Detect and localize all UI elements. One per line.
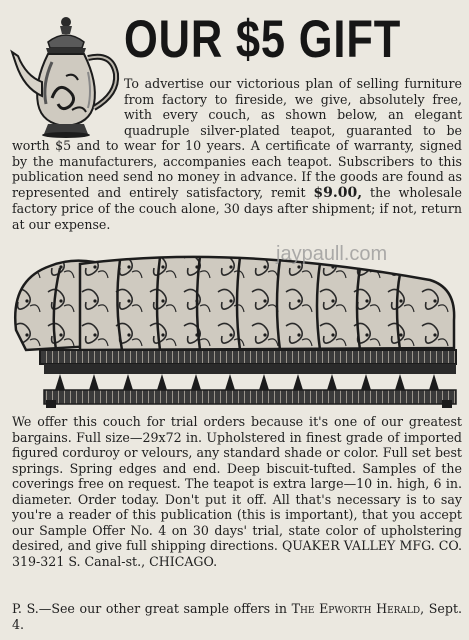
offer-text-end: the wholesale factory price of the couch alone, 30 days after shipment; if not, return at our expense.	[12, 184, 462, 232]
couch-icon	[10, 250, 460, 410]
price: $9.00,	[313, 184, 363, 201]
postscript-lead: P. S.—See our other great sample offers in	[12, 601, 287, 616]
headline: OUR $5 GIFT	[124, 10, 402, 69]
postscript-date: Sept. 4.	[12, 601, 463, 632]
offer-paragraph	[12, 76, 462, 232]
offer-text: To advertise our victorious plan of selling furniture from factory to fireside, we give, absolutely free, with every couch, as shown below, an elegant quadruple silver-plated teapot, guaranted to be worth $5 and to wear for 10 years. A certificate of warranty, signed by the manufacturers, accompanies each teapot. Subscribers to this publication need send no money in advance. If the goods are found as represented and entirely satisfactory, remit	[12, 76, 462, 200]
postscript	[12, 601, 462, 632]
publication-name: The Epworth Herald,	[291, 601, 425, 616]
watermark: jaypaull.com	[276, 243, 388, 265]
details-paragraph: We offer this couch for trial orders because it's one of our greatest bargains. Full size—29x72 in. Upholstered in finest grade of imported figured corduroy or velours, any standard shade or color. Full set best springs. Spring edges and end. Deep biscuit-tufted. Samples of the coverings free on request. The teapot is extra large—10 in. high, 6 in. diameter. Order today. Don't put it off. All that's necessary is to say you're a reader of this publication (this is important), that you accept our Sample Offer No. 4 on 30 days' trial, state color of upholstering desired, and give full shipping directions. QUAKER VALLEY MFG. CO. 319-321 S. Canal-st., CHICAGO.	[12, 414, 462, 569]
